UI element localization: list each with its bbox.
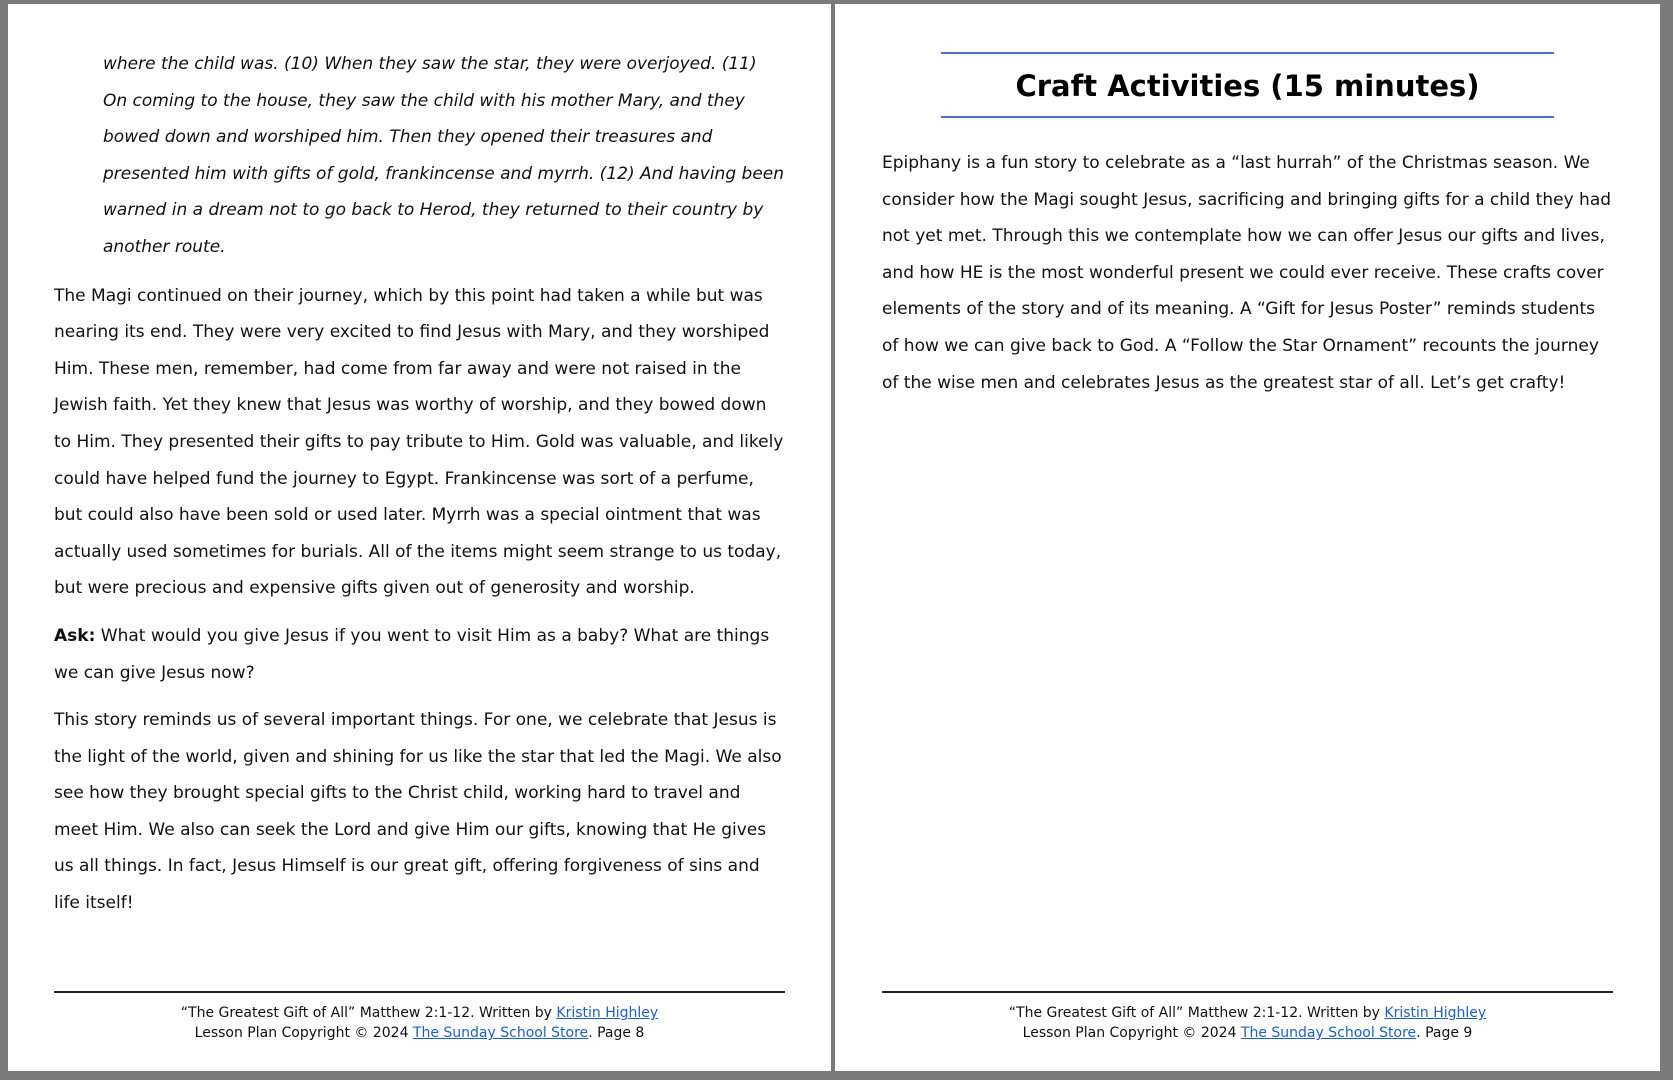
craft-intro-paragraph: Epiphany is a fun story to celebrate as a “last hurrah” of the Christmas season. We consider how the Magi sought Jesus, sacrificing and bringing gifts for a child they had not yet met. Through this we contemplate how we can offer Jesus our gifts and lives, and how HE is the most wonderful present we could ever receive. These crafts cover elements of the story and of its meaning. A “Gift for Jesus Poster” reminds students of how we can give back to God. A “Follow the Star Ornament” recounts the journey of the wise men and celebrates Jesus as the greatest star of all. Let’s get crafty!	[882, 153, 1612, 393]
ask-paragraph	[54, 618, 785, 691]
body-paragraph-magi-journey: The Magi continued on their journey, which by this point had taken a while but was nearing its end. They were very excited to find Jesus with Mary, and they worshiped Him. These men, remember, had come from far away and were not raised in the Jewish faith. Yet they knew that Jesus was worthy of worship, and they bowed down to Him. They presented their gifts to pay tribute to Him. Gold was valuable, and likely could have helped fund the journey to Egypt. Frankincense was sort of a perfume, but could also have been sold or used later. Myrrh was a special ointment that was actually used sometimes for burials. All of the items might seem strange to us today, but were precious and expensive gifts given out of generosity and worship.	[54, 285, 784, 599]
footer-copyright-text: Lesson Plan Copyright © 2024	[1022, 1025, 1241, 1041]
scripture-quote: where the child was. (10) When they saw the star, they were overjoyed. (11) On coming to the house, they saw the child with his mother Mary, and they bowed down and worshiped him. Then they opened their treasures and presented him with gifts of gold, frankincense and myrrh. (12) And having been warned in a dream not to go back to Herod, they returned to their country by another route.	[103, 54, 785, 257]
page-number: . Page 8	[588, 1025, 645, 1041]
ask-question-text: What would you give Jesus if you went to visit Him as a baby? What are things we can give Jesus now?	[54, 625, 770, 683]
footer-copyright-text: Lesson Plan Copyright © 2024	[194, 1025, 413, 1041]
author-link[interactable]: Kristin Highley	[556, 1005, 659, 1021]
page-8-footer	[54, 991, 785, 1043]
body-paragraph-story-meaning: This story reminds us of several important things. For one, we celebrate that Jesus is the light of the world, given and shining for us like the star that led the Magi. We also see how they brought special gifts to the Christ child, working hard to travel and meet Him. We also can seek the Lord and give Him our gifts, knowing that He gives us all things. In fact, Jesus Himself is our great gift, offering forgiveness of sins and life itself!	[54, 710, 782, 914]
footer-line-1	[54, 1003, 785, 1023]
page-9-content	[882, 46, 1613, 412]
section-heading: Craft Activities (15 minutes)	[1015, 69, 1480, 103]
ask-label: Ask:	[54, 625, 96, 646]
page-9-footer	[882, 991, 1613, 1043]
footer-line-1	[882, 1003, 1613, 1023]
document-page-8	[8, 4, 831, 1071]
page-number: . Page 9	[1416, 1025, 1473, 1041]
footer-line-2	[882, 1023, 1613, 1043]
page-8-content	[54, 46, 785, 933]
footer-title-text: “The Greatest Gift of All” Matthew 2:1-12. Written by	[180, 1005, 557, 1021]
author-link[interactable]: Kristin Highley	[1384, 1005, 1487, 1021]
footer-title-text: “The Greatest Gift of All” Matthew 2:1-12. Written by	[1008, 1005, 1385, 1021]
footer-line-2	[54, 1023, 785, 1043]
store-link[interactable]: The Sunday School Store	[412, 1025, 589, 1041]
document-page-9	[835, 4, 1660, 1071]
section-heading-block	[941, 52, 1554, 118]
store-link[interactable]: The Sunday School Store	[1240, 1025, 1417, 1041]
